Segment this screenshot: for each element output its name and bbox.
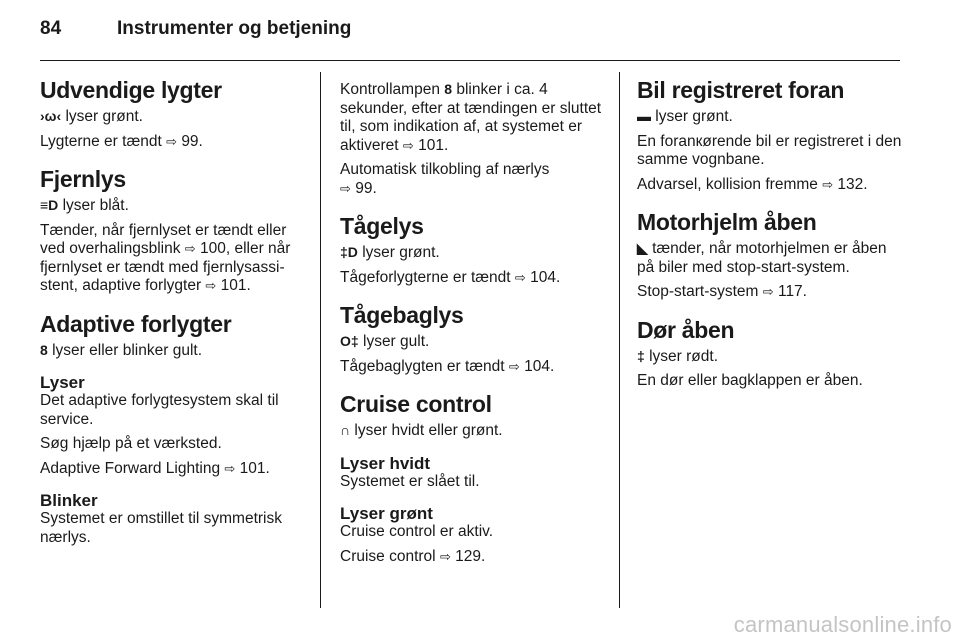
page-ref-arrow-icon: ⇨ xyxy=(166,133,177,149)
paragraph: ‡ lyser rødt. xyxy=(637,347,718,365)
page-ref-link[interactable]: 100, eller når fjernlyset er tændt med fjernlysassistent, adaptive forlygter xyxy=(40,240,291,294)
page-number: 84 xyxy=(40,18,62,39)
page-ref-link[interactable]: 104. xyxy=(524,357,555,375)
section-heading-doer-aaben: Dør åben xyxy=(637,316,735,343)
paragraph: En foranкørende bil er registreret i den samme vognbane. xyxy=(637,132,902,168)
exterior-lights-icon: ›ω‹ xyxy=(40,108,62,124)
column-divider-2 xyxy=(619,72,620,608)
page-ref-arrow-icon: ⇨ xyxy=(762,284,774,299)
page-ref-arrow-icon: ⇨ xyxy=(205,278,217,293)
page-ref-arrow-icon: ⇨ xyxy=(184,241,196,256)
section-heading-udvendige-lygter: Udvendige lygter xyxy=(40,77,222,103)
paragraph: Systemet er omstillet til symmetrisk nærlys. xyxy=(40,510,283,546)
paragraph: Tågeforlygterne er tændt ⇨ 104. xyxy=(340,268,561,286)
rear-fog-light-icon: O‡ xyxy=(340,333,359,349)
paragraph: Lygterne er tændt ⇨ 99. xyxy=(40,132,203,150)
page-ref-arrow-icon: ⇨ xyxy=(508,358,520,374)
page-ref-arrow-icon: ⇨ xyxy=(514,269,526,285)
paragraph: En dør eller bagklappen er åben. xyxy=(637,372,863,389)
column-divider-1 xyxy=(320,72,321,608)
subheading-lyser-groent: Lyser grønt xyxy=(340,504,433,523)
running-title: Instrumenter og betjening xyxy=(117,18,352,39)
page-ref-link[interactable]: 132. xyxy=(837,175,868,193)
subheading-lyser: Lyser xyxy=(40,373,85,392)
page-ref-link[interactable]: 101. xyxy=(239,459,270,477)
page-ref-link[interactable]: 117. xyxy=(777,283,807,300)
page-ref-link[interactable]: 129. xyxy=(455,547,486,565)
door-open-icon: ‡ xyxy=(637,347,645,364)
paragraph: Tågebaglygten er tændt ⇨ 104. xyxy=(340,357,555,375)
paragraph: 8 lyser eller blinker gult. xyxy=(40,341,202,359)
page-ref-arrow-icon: ⇨ xyxy=(439,548,451,564)
header-rule xyxy=(40,60,900,61)
paragraph: Stop-start-system ⇨ 117. xyxy=(637,283,807,300)
section-heading-motorhjelm-aaben: Motorhjelm åben xyxy=(637,209,817,235)
section-heading-adaptive-forlygter: Adaptive forlygter xyxy=(40,310,232,337)
paragraph: ‡D lyser grønt. xyxy=(340,244,440,261)
paragraph: O‡ lyser gult. xyxy=(340,333,430,350)
page-ref-arrow-icon: ⇨ xyxy=(822,176,834,192)
page-header xyxy=(40,18,900,48)
column-2 xyxy=(340,62,606,572)
paragraph: ◣ tænder, når motorhjelmen er åben på biler med stop-start-system. xyxy=(637,240,887,276)
page-ref-link[interactable]: 104. xyxy=(530,268,561,286)
paragraph: ≡D lyser blåt. xyxy=(40,197,129,214)
bonnet-open-icon: ◣ xyxy=(637,240,648,256)
adaptive-headlights-icon: 8 xyxy=(444,81,453,97)
paragraph: Advarsel, kollision fremme ⇨ 132. xyxy=(637,175,868,193)
paragraph: Det adaptive forlygtesystem skal til service. xyxy=(40,392,279,428)
page-ref-arrow-icon: ⇨ xyxy=(340,180,351,196)
paragraph: ›ω‹ lyser grønt. xyxy=(40,108,143,125)
paragraph: Cruise control er aktiv. xyxy=(340,523,494,540)
watermark: carmanualsonline.info xyxy=(733,612,952,637)
page-ref-arrow-icon: ⇨ xyxy=(224,460,236,476)
paragraph: Søg hjælp på et værksted. xyxy=(40,435,222,452)
page-ref-link[interactable]: 99. xyxy=(355,179,377,197)
page-ref-link[interactable]: 101. xyxy=(418,136,449,154)
section-heading-bil-registreret-foran: Bil registreret foran xyxy=(637,77,845,103)
paragraph: Cruise control ⇨ 129. xyxy=(340,547,486,565)
subheading-lyser-hvidt: Lyser hvidt xyxy=(340,453,431,473)
paragraph: ▬ lyser grønt. xyxy=(637,108,733,125)
paragraph: Systemet er slået til. xyxy=(340,472,480,490)
adaptive-headlights-icon: 8 xyxy=(40,341,48,358)
column-1 xyxy=(40,62,306,553)
paragraph: Tænder, når fjernlyset er tændt eller ved overhalingsblink ⇨ 100, eller når fjernlyset er tændt med fjernlysassistent, adaptive forlygter ⇨ 101. xyxy=(40,221,291,294)
subheading-blinker: Blinker xyxy=(40,491,98,510)
paragraph: Adaptive Forward Lighting ⇨ 101. xyxy=(40,459,270,477)
page-ref-link[interactable]: 99. xyxy=(181,132,203,150)
section-heading-taagebaglys: Tågebaglys xyxy=(340,302,464,328)
paragraph: ∩ lyser hvidt eller grønt. xyxy=(340,422,503,439)
page-ref-arrow-icon: ⇨ xyxy=(402,137,414,153)
section-heading-cruise-control: Cruise control xyxy=(340,391,492,417)
paragraph: Automatisk tilkobling af nærlys ⇨ 99. xyxy=(340,161,550,197)
page-ref-link[interactable]: 101. xyxy=(220,277,251,294)
section-heading-fjernlys: Fjernlys xyxy=(40,166,126,192)
high-beam-icon: ≡D xyxy=(40,197,59,213)
cruise-control-icon: ∩ xyxy=(340,422,351,438)
paragraph: Kontrollampen 8 blinker i ca. 4 sekunder, efter at tændingen er sluttet til, som indikation af, at systemet er aktiveret ⇨ 101. xyxy=(340,81,602,154)
vehicle-ahead-icon: ▬ xyxy=(637,108,651,124)
section-heading-taagelys: Tågelys xyxy=(340,213,424,239)
front-fog-light-icon: ‡D xyxy=(340,244,358,260)
column-3 xyxy=(637,62,902,397)
